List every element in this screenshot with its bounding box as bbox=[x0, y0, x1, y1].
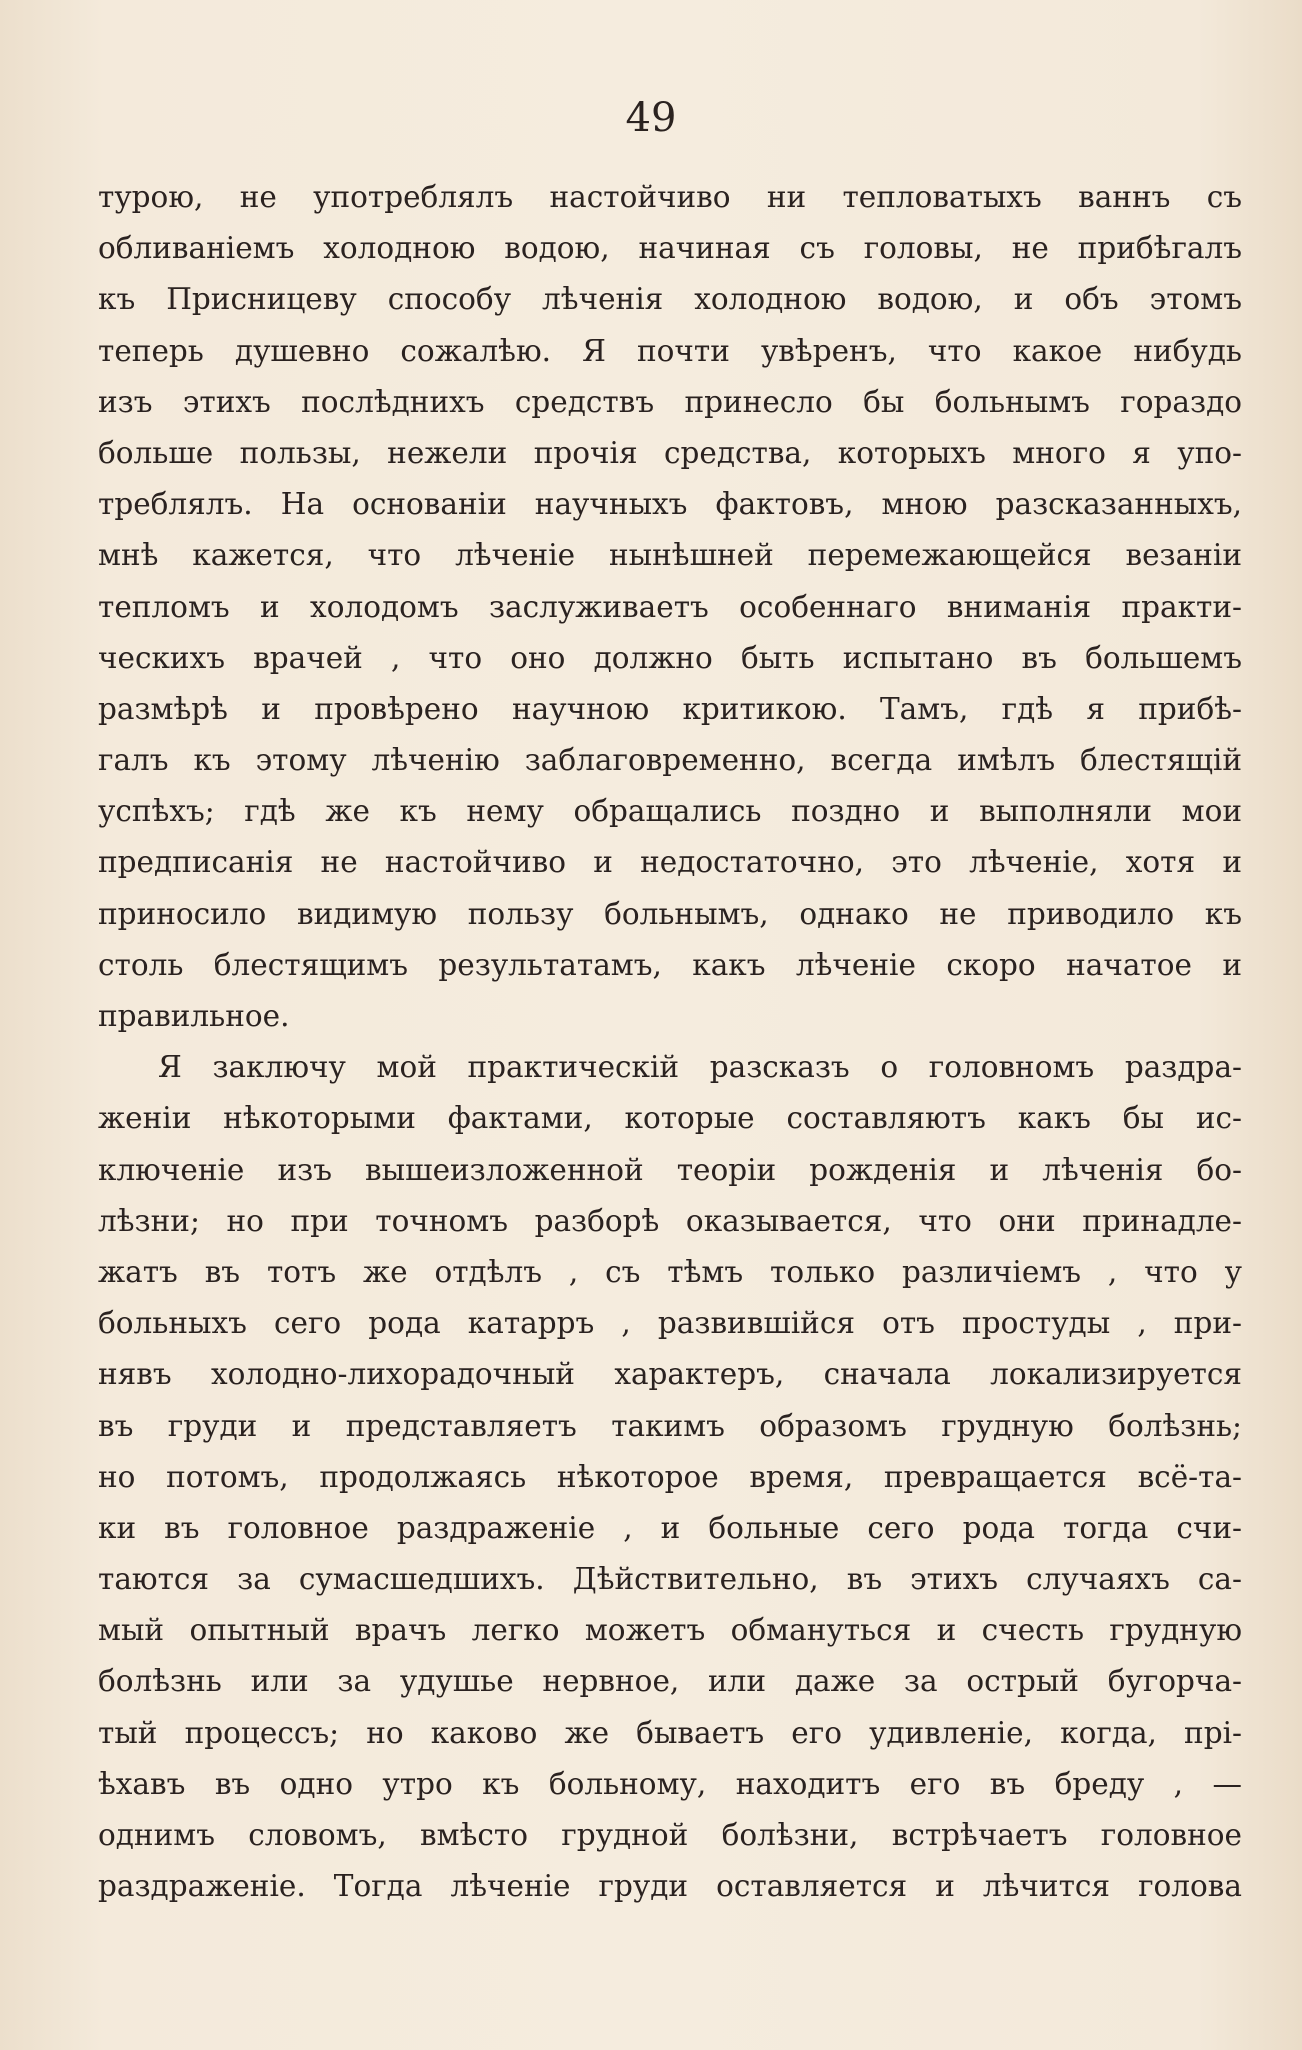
text-line: успѣхъ; гдѣ же къ нему обращались поздно и выполняли мои bbox=[98, 794, 1242, 829]
text-line: женiи нѣкоторыми фактами, которые составляютъ какъ бы ис- bbox=[98, 1101, 1242, 1136]
text-line: треблялъ. На основанiи научныхъ фактовъ, мною разсказанныхъ, bbox=[98, 487, 1242, 522]
text-line: приносило видимую пользу больнымъ, однако не приводило къ bbox=[98, 896, 1242, 931]
paragraph-end-line: правильное. bbox=[98, 999, 290, 1033]
text-line: болѣзнь или за удушье нервное, или даже за острый бугорча- bbox=[98, 1664, 1242, 1699]
body-text bbox=[98, 172, 1242, 1912]
text-line: размѣрѣ и провѣрено научною критикою. Тамъ, гдѣ я прибѣ- bbox=[98, 691, 1242, 726]
text-line: ключенiе изъ вышеизложенной теорiи рожденiя и лѣченiя бо- bbox=[98, 1152, 1242, 1187]
text-line: нявъ холодно-лихорадочный характеръ, сначала локализируется bbox=[98, 1357, 1242, 1392]
text-line: лѣзни; но при точномъ разборѣ оказывается, что они принадле- bbox=[98, 1203, 1242, 1238]
text-line: галъ къ этому лѣченiю заблаговременно, всегда имѣлъ блестящiй bbox=[98, 743, 1242, 778]
text-line: мый опытный врачъ легко можетъ обмануться и счесть грудную bbox=[98, 1613, 1242, 1648]
text-line: столь блестящимъ результатамъ, какъ лѣченiе скоро начатое и bbox=[98, 947, 1242, 982]
text-line: ческихъ врачей , что оно должно быть испытано въ большемъ bbox=[98, 640, 1242, 675]
text-line: теперь душевно сожалѣю. Я почти увѣренъ, что какое нибудь bbox=[98, 333, 1242, 368]
text-line: обливанiемъ холодною водою, начиная съ головы, не прибѣгалъ bbox=[98, 231, 1242, 266]
text-line: ки въ головное раздраженiе , и больные сего рода тогда счи- bbox=[98, 1510, 1242, 1545]
text-line: въ груди и представляетъ такимъ образомъ грудную болѣзнь; bbox=[98, 1408, 1242, 1443]
text-line: таются за сумасшедшихъ. Дѣйствительно, въ этихъ случаяхъ са- bbox=[98, 1562, 1242, 1597]
text-line: ѣхавъ въ одно утро къ больному, находитъ его въ бреду , — bbox=[98, 1766, 1242, 1801]
text-line: мнѣ кажется, что лѣченiе нынѣшней перемежающейся везанiи bbox=[98, 538, 1242, 573]
text-line: тепломъ и холодомъ заслуживаетъ особеннаго вниманiя практи- bbox=[98, 589, 1242, 624]
text-line: предписанiя не настойчиво и недостаточно, это лѣченiе, хотя и bbox=[98, 845, 1242, 880]
text-line: но потомъ, продолжаясь нѣкоторое время, превращается всё-та- bbox=[98, 1459, 1242, 1494]
text-line: изъ этихъ послѣднихъ средствъ принесло бы больнымъ гораздо bbox=[98, 384, 1242, 419]
text-line: къ Присницеву способу лѣченiя холодною водою, и объ этомъ bbox=[98, 282, 1242, 317]
text-line: однимъ словомъ, вмѣсто грудной болѣзни, встрѣчаетъ головное bbox=[98, 1818, 1242, 1852]
text-line: больныхъ сего рода катарръ , развившiйся отъ простуды , при- bbox=[98, 1306, 1242, 1341]
text-line: раздраженiе. Тогда лѣченiе груди оставляется и лѣчится голова bbox=[98, 1869, 1242, 1904]
text-line: больше пользы, нежели прочiя средства, которыхъ много я упо- bbox=[98, 435, 1242, 470]
text-line: турою, не употреблялъ настойчиво ни тепловатыхъ ваннъ съ bbox=[98, 180, 1242, 214]
text-line: тый процессъ; но каково же бываетъ его удивленiе, когда, прi- bbox=[98, 1715, 1242, 1750]
text-line: жатъ въ тотъ же отдѣлъ , съ тѣмъ только различiемъ , что у bbox=[98, 1254, 1242, 1289]
paragraph-first-line: Я заключу мой практическiй разсказъ о головномъ раздра- bbox=[158, 1050, 1242, 1085]
page-number: 49 bbox=[625, 95, 677, 141]
